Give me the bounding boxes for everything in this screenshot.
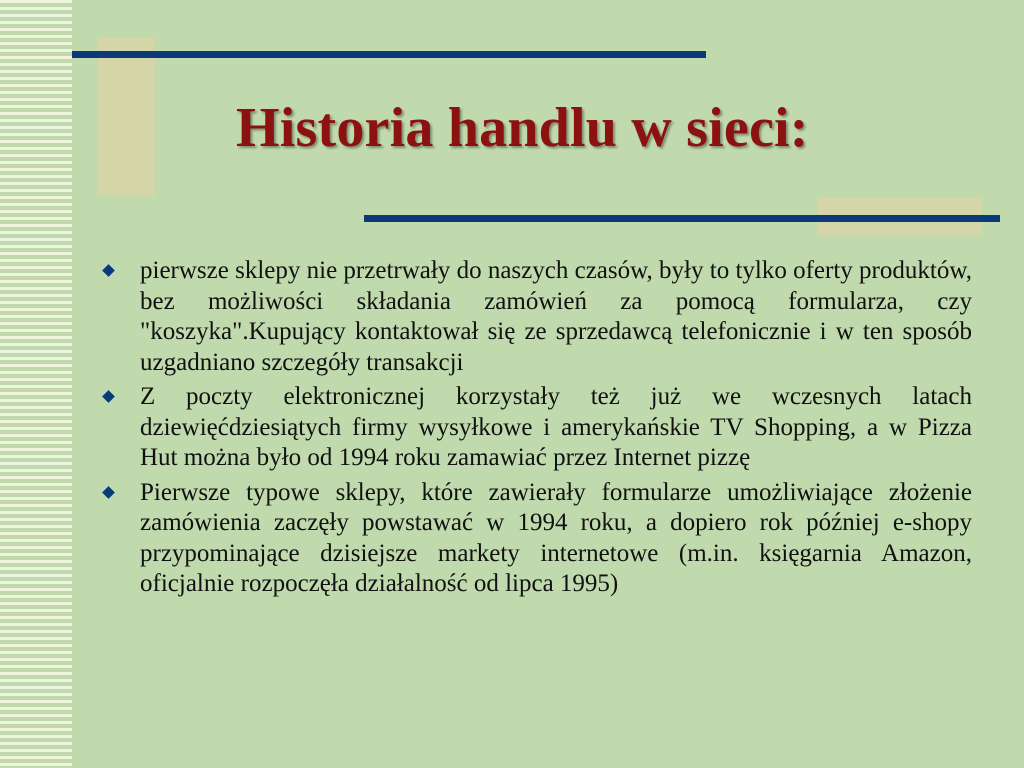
slide-title: Historia handlu w sieci: [236,97,809,159]
bullet-text: pierwsze sklepy nie przetrwały do naszych czasów, były to tylko oferty produktów, bez możliwości składania zamówień za pomocą formularza, czy "koszyka".Kupujący kontaktował się ze sprzedawcą telefonicznie i w ten sposób uzgadniano szczegóły transakcji [140,257,972,376]
bullet-text: Z poczty elektronicznej korzystały też już we wczesnych latach dziewięćdziesiątych firmy wysyłkowe i amerykańskie TV Shopping, a w Pizza Hut można było od 1994 roku zamawiać przez Internet pizzę [140,383,972,471]
diamond-bullet-icon [102,390,115,403]
bullet-text: Pierwsze typowe sklepy, które zawierały formularze umożliwiające złożenie zamówienia zaczęły powstawać w 1994 roku, a dopiero rok później e-shopy przypominające dzisiejsze markety internetowe (m.in. księgarnia Amazon, oficjalnie rozpoczęła działalność od lipca 1995) [140,478,972,597]
decorative-block-top [98,38,155,196]
bullet-item [102,382,972,474]
bullet-list [102,256,972,604]
diamond-bullet-icon [102,264,115,277]
title-rule-top [72,51,706,58]
striped-margin-decoration [0,0,72,768]
diamond-bullet-icon [102,486,115,499]
bullet-item [102,256,972,378]
title-rule-bottom [364,215,1000,222]
bullet-item [102,478,972,600]
